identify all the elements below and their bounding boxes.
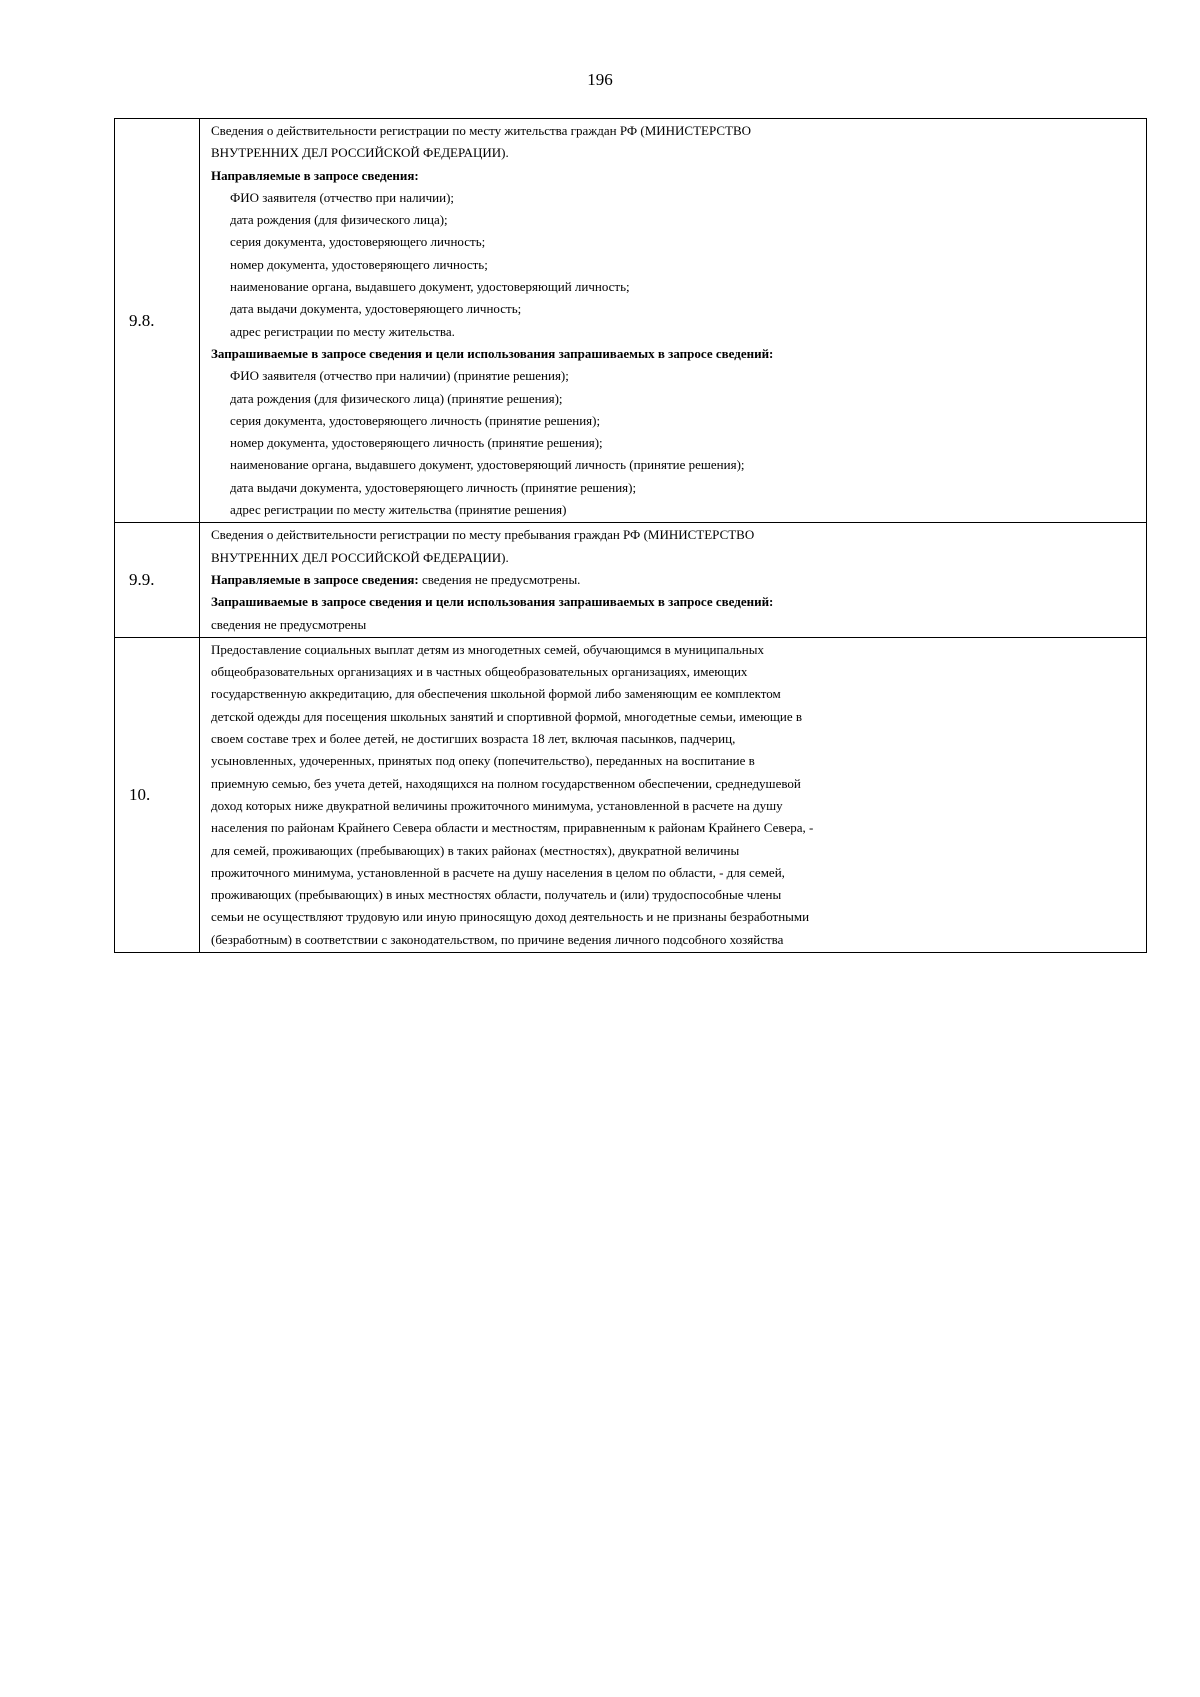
list-item: серия документа, удостоверяющего личность (принятие решения); bbox=[230, 412, 601, 428]
sent-heading: Направляемые в запросе сведения: bbox=[211, 571, 419, 587]
row-content bbox=[200, 119, 1147, 523]
list-item: номер документа, удостоверяющего личность; bbox=[230, 256, 488, 272]
row-content bbox=[200, 637, 1147, 952]
list-item: ФИО заявителя (отчество при наличии); bbox=[230, 189, 455, 205]
paragraph-line: государственную аккредитацию, для обеспечения школьной формой либо заменяющим ее комплектом bbox=[211, 686, 781, 702]
paragraph-line: общеобразовательных организациях и в частных общеобразовательных организациях, имеющих bbox=[211, 664, 748, 680]
services-table bbox=[114, 118, 1147, 953]
list-item: наименование органа, выдавшего документ, удостоверяющий личность (принятие решения); bbox=[230, 457, 745, 473]
paragraph-line: своем составе трех и более детей, не достигших возраста 18 лет, включая пасынков, падчериц, bbox=[211, 731, 736, 747]
paragraph-line: доход которых ниже двукратной величины прожиточного минимума, установленной в расчете на душу bbox=[211, 797, 783, 813]
list-item: ФИО заявителя (отчество при наличии) (принятие решения); bbox=[230, 368, 569, 384]
paragraph-line: прожиточного минимума, установленной в расчете на душу населения в целом по области, - для семей, bbox=[211, 864, 785, 880]
list-item: адрес регистрации по месту жительства. bbox=[230, 323, 455, 339]
table-row bbox=[115, 523, 1147, 637]
paragraph-line: приемную семью, без учета детей, находящихся на полном государственном обеспечении, среднедушевой bbox=[211, 775, 801, 791]
page-number: 196 bbox=[587, 70, 613, 89]
requested-heading: Запрашиваемые в запросе сведения и цели использования запрашиваемых в запросе сведений: bbox=[211, 594, 774, 610]
requested-heading: Запрашиваемые в запросе сведения и цели использования запрашиваемых в запросе сведений: bbox=[211, 345, 774, 361]
intro-line: Сведения о действительности регистрации по месту пребывания граждан РФ (МИНИСТЕРСТВО bbox=[211, 527, 755, 543]
list-item: наименование органа, выдавшего документ, удостоверяющий личность; bbox=[230, 279, 630, 295]
sent-line bbox=[211, 569, 1140, 591]
table-row bbox=[115, 637, 1147, 952]
intro-line: ВНУТРЕННИХ ДЕЛ РОССИЙСКОЙ ФЕДЕРАЦИИ). bbox=[211, 549, 509, 565]
table-row bbox=[115, 119, 1147, 523]
list-item: дата рождения (для физического лица) (принятие решения); bbox=[230, 390, 563, 406]
sent-heading: Направляемые в запросе сведения: bbox=[211, 167, 419, 183]
paragraph-line: проживающих (пребывающих) в иных местностях области, получатель и (или) трудоспособные члены bbox=[211, 887, 782, 903]
paragraph-line: усыновленных, удочеренных, принятых под опеку (попечительство), переданных на воспитание в bbox=[211, 753, 755, 769]
sent-value: сведения не предусмотрены. bbox=[418, 571, 581, 587]
list-item: адрес регистрации по месту жительства (принятие решения) bbox=[230, 502, 567, 518]
row-content bbox=[200, 523, 1147, 637]
paragraph-line: Предоставление социальных выплат детям из многодетных семей, обучающимся в муниципальных bbox=[211, 641, 764, 657]
intro-line: Сведения о действительности регистрации по месту жительства граждан РФ (МИНИСТЕРСТВО bbox=[211, 123, 752, 138]
list-item: дата выдачи документа, удостоверяющего личность (принятие решения); bbox=[230, 479, 637, 495]
paragraph-line: детской одежды для посещения школьных занятий и спортивной формой, многодетные семьи, имеющие в bbox=[211, 708, 803, 724]
row-number: 9.9. bbox=[115, 523, 200, 637]
list-item: серия документа, удостоверяющего личность; bbox=[230, 234, 486, 250]
list-item: дата рождения (для физического лица); bbox=[230, 212, 448, 228]
requested-value: сведения не предусмотрены bbox=[211, 616, 367, 632]
row-number: 10. bbox=[115, 637, 200, 952]
paragraph-line: (безработным) в соответствии с законодательством, по причине ведения личного подсобного хозяйства bbox=[211, 931, 784, 947]
row-number: 9.8. bbox=[115, 119, 200, 523]
paragraph-line: для семей, проживающих (пребывающих) в таких районах (местностях), двукратной величины bbox=[211, 842, 740, 858]
paragraph-line: семьи не осуществляют трудовую или иную приносящую доход деятельность и не признаны безработными bbox=[211, 909, 810, 925]
paragraph-line: населения по районам Крайнего Севера области и местностям, приравненным к районам Крайнего Севера, - bbox=[211, 820, 814, 836]
intro-line: ВНУТРЕННИХ ДЕЛ РОССИЙСКОЙ ФЕДЕРАЦИИ). bbox=[211, 145, 509, 161]
list-item: дата выдачи документа, удостоверяющего личность; bbox=[230, 301, 522, 317]
list-item: номер документа, удостоверяющего личность (принятие решения); bbox=[230, 435, 603, 451]
